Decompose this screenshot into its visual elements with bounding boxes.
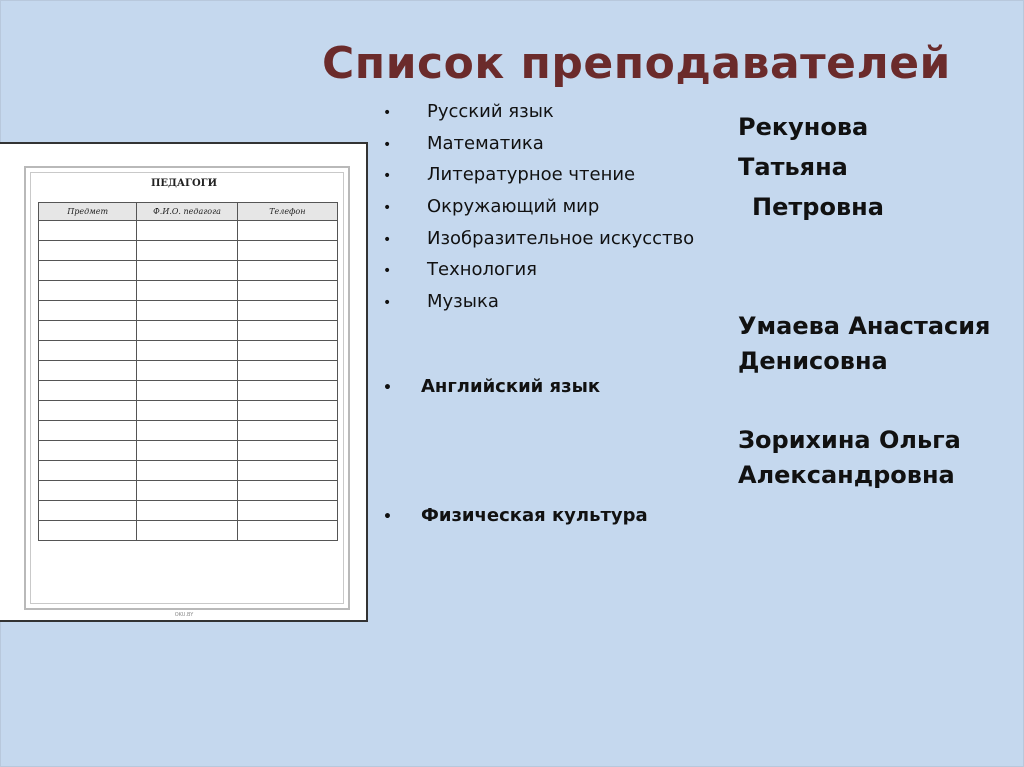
list-item	[383, 101, 554, 122]
list-item	[383, 259, 537, 280]
teacher-name-line: Денисовна	[738, 347, 888, 375]
table-cell	[137, 441, 237, 461]
bullet: •	[383, 380, 392, 396]
table-cell	[137, 521, 237, 541]
table-cell	[137, 261, 237, 281]
table-cell	[237, 281, 337, 301]
table-cell	[237, 381, 337, 401]
column-header: Предмет	[39, 203, 137, 221]
subject-label: Технология	[427, 259, 538, 280]
table-cell	[39, 361, 137, 381]
table-row	[39, 501, 338, 521]
table-cell	[137, 241, 237, 261]
table-row	[39, 261, 338, 281]
teacher-name-line: Александровна	[738, 461, 955, 489]
list-item	[383, 196, 599, 217]
table-cell	[237, 521, 337, 541]
subject-label: Изобразительное искусство	[427, 228, 695, 249]
table-cell	[237, 421, 337, 441]
table-cell	[39, 401, 137, 421]
teacher-name-line: Зорихина Ольга	[738, 426, 961, 454]
table-cell	[137, 501, 237, 521]
form-title: ПЕДАГОГИ	[150, 178, 218, 189]
table-cell	[39, 341, 137, 361]
teacher-name-line: Петровна	[752, 193, 884, 221]
table-cell	[237, 321, 337, 341]
bullet: •	[383, 509, 392, 525]
table-row	[39, 301, 338, 321]
table-cell	[237, 341, 337, 361]
table-cell	[137, 281, 237, 301]
subject-label: Окружающий мир	[427, 196, 600, 217]
bullet: •	[383, 137, 392, 153]
list-item	[383, 164, 635, 185]
table-cell	[39, 221, 137, 241]
table-cell	[237, 441, 337, 461]
table-cell	[237, 221, 337, 241]
bullet: •	[383, 295, 392, 311]
list-item	[383, 228, 694, 249]
table-row	[39, 441, 338, 461]
table-cell	[39, 501, 137, 521]
table-cell	[39, 521, 137, 541]
bullet: •	[383, 168, 392, 184]
table-cell	[237, 241, 337, 261]
bullet: •	[383, 105, 392, 121]
table-cell	[137, 421, 237, 441]
table-row	[39, 381, 338, 401]
bullet: •	[383, 263, 392, 279]
list-item	[383, 133, 544, 154]
slide-title: Список преподавателей	[322, 38, 951, 89]
table-row	[39, 421, 338, 441]
table-cell	[137, 361, 237, 381]
form-footer: OKU.BY	[174, 612, 194, 618]
list-item	[383, 291, 499, 312]
list-item	[383, 505, 648, 526]
table-cell	[137, 341, 237, 361]
table-cell	[237, 401, 337, 421]
column-header: Ф.И.О. педагога	[137, 203, 237, 221]
subject-label: Английский язык	[421, 376, 601, 397]
subject-label: Русский язык	[427, 101, 554, 122]
teachers-form-image	[0, 142, 368, 622]
table-row	[39, 321, 338, 341]
table-row	[39, 461, 338, 481]
table-cell	[137, 481, 237, 501]
subject-label: Литературное чтение	[427, 164, 636, 185]
table-row	[39, 481, 338, 501]
table-cell	[137, 381, 237, 401]
table-row	[39, 281, 338, 301]
teacher-name-line: Рекунова	[738, 113, 869, 141]
subject-label: Физическая культура	[421, 505, 648, 526]
table-cell	[39, 241, 137, 261]
column-header: Телефон	[237, 203, 337, 221]
teacher-name-line: Татьяна	[738, 153, 848, 181]
table-cell	[39, 481, 137, 501]
table-row	[39, 521, 338, 541]
table-cell	[39, 321, 137, 341]
table-cell	[137, 401, 237, 421]
table-cell	[237, 501, 337, 521]
table-row	[39, 221, 338, 241]
bullet: •	[383, 200, 392, 216]
table-row	[39, 341, 338, 361]
teacher-name-line: Умаева Анастасия	[738, 312, 991, 340]
table-cell	[137, 301, 237, 321]
table-cell	[39, 381, 137, 401]
form-table-body	[39, 221, 338, 541]
subject-label: Музыка	[427, 291, 499, 312]
subject-label: Математика	[427, 133, 544, 154]
table-row	[39, 241, 338, 261]
table-cell	[39, 301, 137, 321]
table-row	[39, 401, 338, 421]
table-cell	[237, 361, 337, 381]
table-cell	[237, 481, 337, 501]
form-table	[38, 202, 338, 541]
table-cell	[137, 321, 237, 341]
table-cell	[39, 421, 137, 441]
table-row	[39, 361, 338, 381]
table-cell	[137, 461, 237, 481]
table-cell	[39, 261, 137, 281]
table-cell	[39, 461, 137, 481]
list-item	[383, 376, 600, 397]
table-cell	[237, 301, 337, 321]
table-cell	[39, 281, 137, 301]
table-cell	[237, 461, 337, 481]
bullet: •	[383, 232, 392, 248]
table-cell	[137, 221, 237, 241]
table-cell	[237, 261, 337, 281]
table-cell	[39, 441, 137, 461]
